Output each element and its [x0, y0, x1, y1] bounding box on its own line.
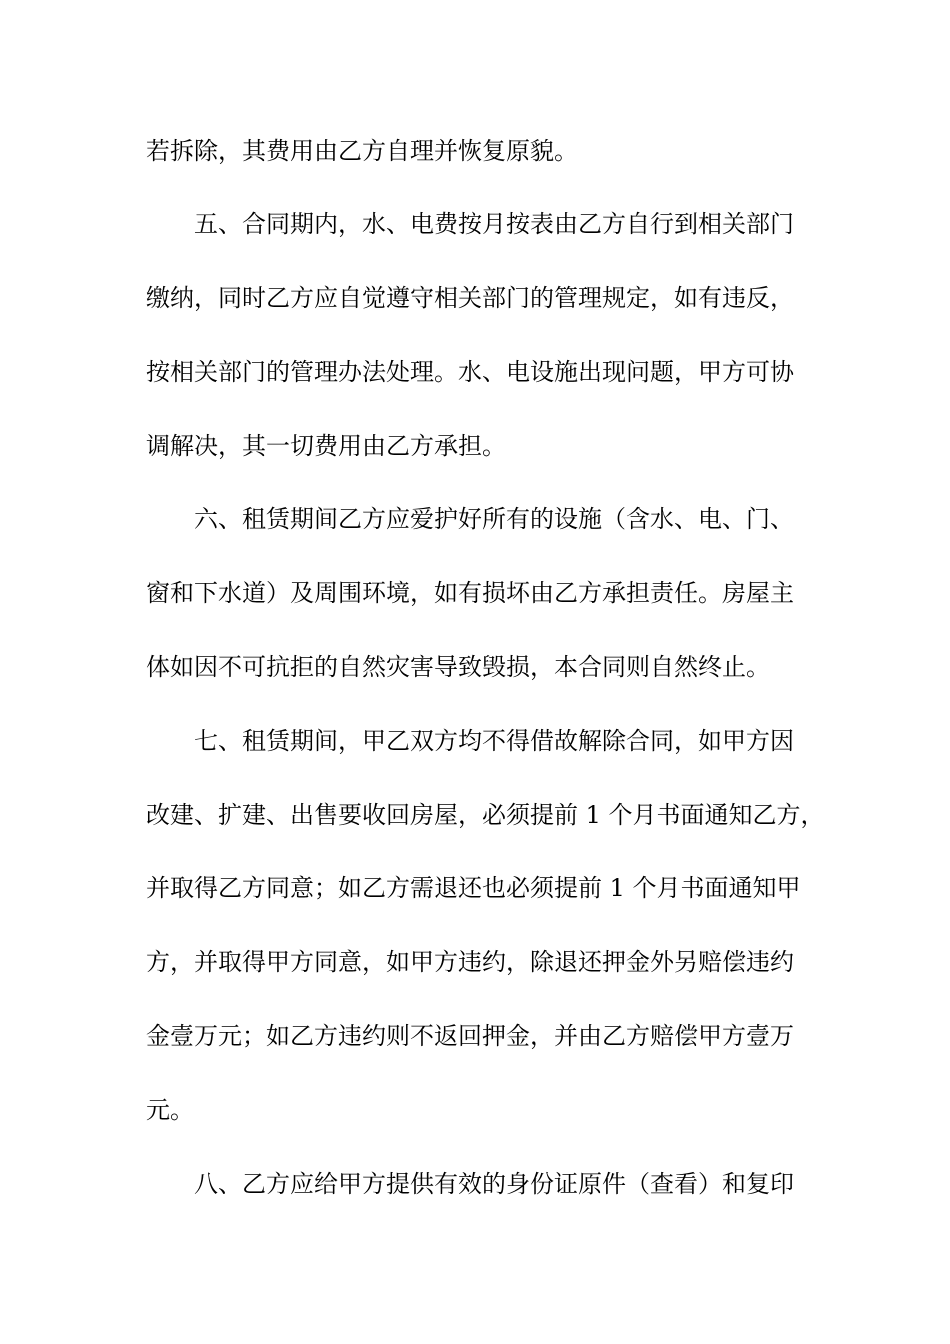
text-line: 方，并取得甲方同意，如甲方违约，除退还押金外另赔偿违约 [146, 948, 794, 976]
text-line: 体如因不可抗拒的自然灾害导致毁损，本合同则自然终止。 [146, 653, 770, 681]
text-line: 调解决，其一切费用由乙方承担。 [146, 432, 506, 460]
text-line: 缴纳，同时乙方应自觉遵守相关部门的管理规定，如有违反， [146, 284, 794, 312]
text-line: 元。 [146, 1096, 194, 1124]
paragraph-7-start: 七、租赁期间，甲乙双方均不得借故解除合同，如甲方因 [194, 727, 794, 755]
text-line: 并取得乙方同意；如乙方需退还也必须提前 1 个月书面通知甲 [146, 874, 801, 902]
text-line: 按相关部门的管理办法处理。水、电设施出现问题，甲方可协 [146, 358, 794, 386]
paragraph-8-start: 八、乙方应给甲方提供有效的身份证原件（查看）和复印 [194, 1170, 794, 1198]
text-line: 若拆除，其费用由乙方自理并恢复原貌。 [146, 137, 578, 165]
paragraph-6-start: 六、租赁期间乙方应爱护好所有的设施（含水、电、门、 [194, 505, 794, 533]
text-line: 金壹万元；如乙方违约则不返回押金，并由乙方赔偿甲方壹万 [146, 1022, 794, 1050]
paragraph-5-start: 五、合同期内，水、电费按月按表由乙方自行到相关部门 [194, 210, 794, 238]
text-line: 改建、扩建、出售要收回房屋，必须提前 1 个月书面通知乙方， [146, 801, 825, 829]
text-line: 窗和下水道）及周围环境，如有损坏由乙方承担责任。房屋主 [146, 579, 794, 607]
